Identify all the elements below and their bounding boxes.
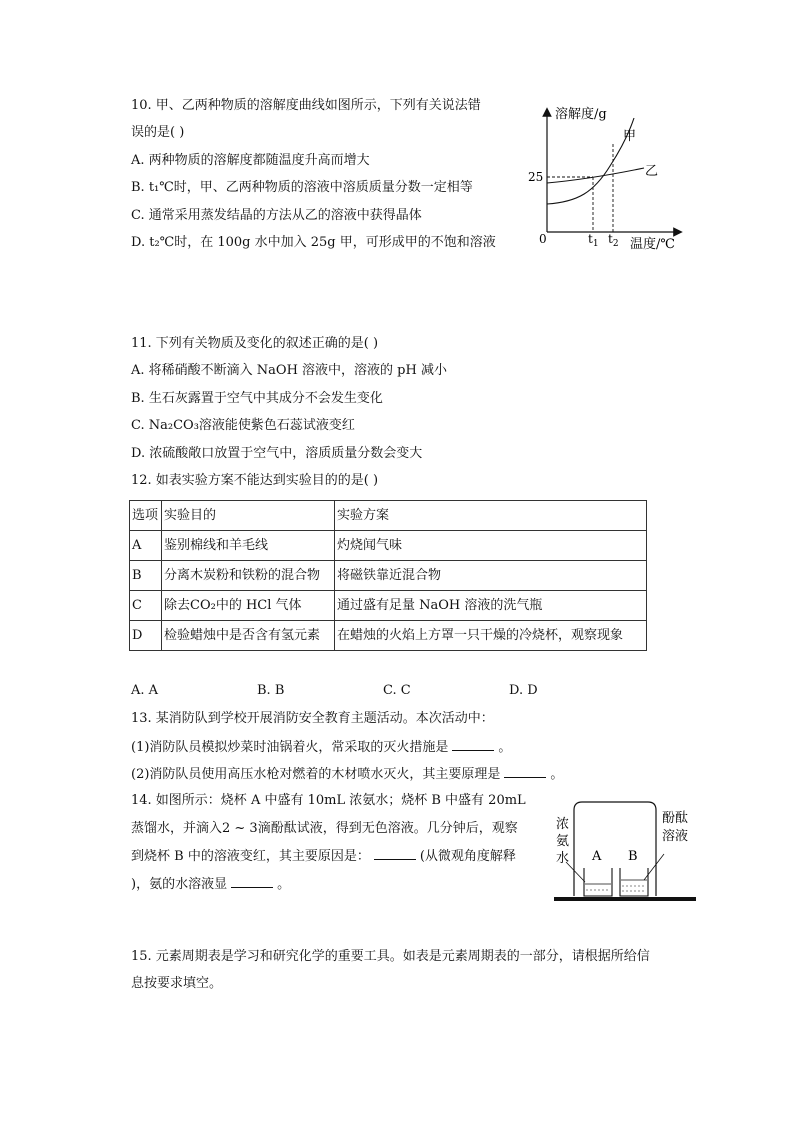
table-row: [130, 621, 647, 651]
table-row: [130, 591, 647, 621]
table-cell: 灼烧闻气味: [335, 531, 647, 561]
base-plate: [554, 897, 696, 901]
q15-line2: 息按要求填空。: [131, 976, 223, 991]
origin-label: 0: [539, 232, 547, 246]
table-row: [130, 561, 647, 591]
q10-option-a: A. 两种物质的溶解度都随温度升高而增大: [131, 153, 370, 168]
q15-line1: 15. 元素周期表是学习和研究化学的重要工具。如表是元素周期表的一部分，请根据所给信: [131, 949, 650, 964]
q11-option-b: B. 生石灰露置于空气中其成分不会发生变化: [131, 391, 383, 406]
beaker-a: [584, 868, 612, 896]
table-row: [130, 531, 647, 561]
table-cell: C: [130, 591, 162, 621]
ammonia-label-3: 水: [556, 851, 570, 866]
solubility-graph: [520, 96, 690, 256]
answer-blank[interactable]: [231, 875, 273, 888]
ammonia-label-2: 氨: [556, 834, 570, 849]
q11-option-c: C. Na₂CO₃溶液能使紫色石蕊试液变红: [131, 418, 355, 433]
q13-part2: (2)消防队员使用高压水枪对燃着的木材喷水灭火，其主要原理是 。: [131, 767, 564, 782]
table-header-cell: 选项: [130, 501, 162, 531]
answer-blank[interactable]: [374, 847, 416, 860]
q13-part1: (1)消防队员模拟炒菜时油锅着火，常采取的灭火措施是 。: [131, 740, 512, 755]
q10-option-d: D. t₂℃时，在 100g 水中加入 25g 甲，可形成甲的不饱和溶液: [131, 235, 496, 250]
y-axis-label: 溶解度/g: [555, 107, 607, 122]
q12-stem: 12. 如表实验方案不能达到实验目的的是( ): [131, 473, 379, 488]
table-cell: A: [130, 531, 162, 561]
q12-answer-c: C. C: [383, 683, 411, 698]
answer-blank[interactable]: [504, 765, 546, 778]
t1-label: $t_1$: [588, 232, 599, 249]
q12-answer-b: B. B: [257, 683, 285, 698]
beaker-a-label: A: [592, 849, 602, 864]
q14-line1: 14. 如图所示：烧杯 A 中盛有 10mL 浓氨水；烧杯 B 中盛有 20mL: [131, 793, 526, 808]
q10-stem-line1: 10. 甲、乙两种物质的溶解度曲线如图所示，下列有关说法错: [131, 98, 481, 113]
table-cell: 除去CO₂中的 HCl 气体: [162, 591, 335, 621]
q11-stem: 11. 下列有关物质及变化的叙述正确的是( ): [131, 336, 379, 351]
q10-option-c: C. 通常采用蒸发结晶的方法从乙的溶液中获得晶体: [131, 208, 422, 223]
table-cell: 分离木炭粉和铁粉的混合物: [162, 561, 335, 591]
answer-blank[interactable]: [452, 738, 494, 751]
q12-answer-d: D. D: [509, 683, 538, 698]
curve-yi-label: 乙: [645, 164, 659, 179]
table-cell: 在蜡烛的火焰上方罩一只干燥的冷烧杯，观察现象: [335, 621, 647, 651]
table-cell: 鉴别棉线和羊毛线: [162, 531, 335, 561]
bell-jar: [574, 802, 656, 896]
q14-line3: 到烧杯 B 中的溶液变红，其主要原因是： (从微观角度解释: [131, 849, 516, 864]
table-cell: B: [130, 561, 162, 591]
q12-answer-a: A. A: [131, 683, 159, 698]
table-cell: 检验蜡烛中是否含有氢元素: [162, 621, 335, 651]
beaker-b-label: B: [628, 849, 638, 864]
x-axis-label: 温度/℃: [630, 237, 675, 252]
table-cell: D: [130, 621, 162, 651]
curve-jia: [547, 118, 637, 204]
q14-line2: 蒸馏水，并滴入2 ~ 3滴酚酞试液，得到无色溶液。几分钟后，观察: [131, 821, 518, 836]
table-header-cell: 实验目的: [162, 501, 335, 531]
q14-line4: )，氨的水溶液显 。: [131, 877, 291, 892]
phenolphthalein-label-1: 酚酞: [662, 811, 689, 826]
table-header-cell: 实验方案: [335, 501, 647, 531]
curve-jia-label: 甲: [623, 129, 637, 144]
q10-stem-line2: 误的是( ): [131, 125, 185, 140]
q11-option-a: A. 将稀硝酸不断滴入 NaOH 溶液中，溶液的 pH 减小: [131, 363, 447, 378]
q13-stem: 13. 某消防队到学校开展消防安全教育主题活动。本次活动中：: [131, 711, 494, 726]
ammonia-experiment-figure: [552, 796, 698, 906]
curve-yi: [547, 168, 644, 183]
beaker-b: [620, 868, 648, 896]
phenolphthalein-label-2: 溶液: [662, 829, 689, 844]
table-header-row: [130, 501, 647, 531]
q11-option-d: D. 浓硫酸敞口放置于空气中，溶质质量分数会变大: [131, 446, 423, 461]
experiment-table: [129, 500, 647, 651]
t2-label: $t_2$: [608, 232, 619, 249]
q10-option-b: B. t₁℃时，甲、乙两种物质的溶液中溶质质量分数一定相等: [131, 180, 473, 195]
y-tick-25: 25: [528, 170, 544, 184]
table-cell: 通过盛有足量 NaOH 溶液的洗气瓶: [335, 591, 647, 621]
ammonia-label-1: 浓: [556, 817, 570, 832]
table-cell: 将磁铁靠近混合物: [335, 561, 647, 591]
